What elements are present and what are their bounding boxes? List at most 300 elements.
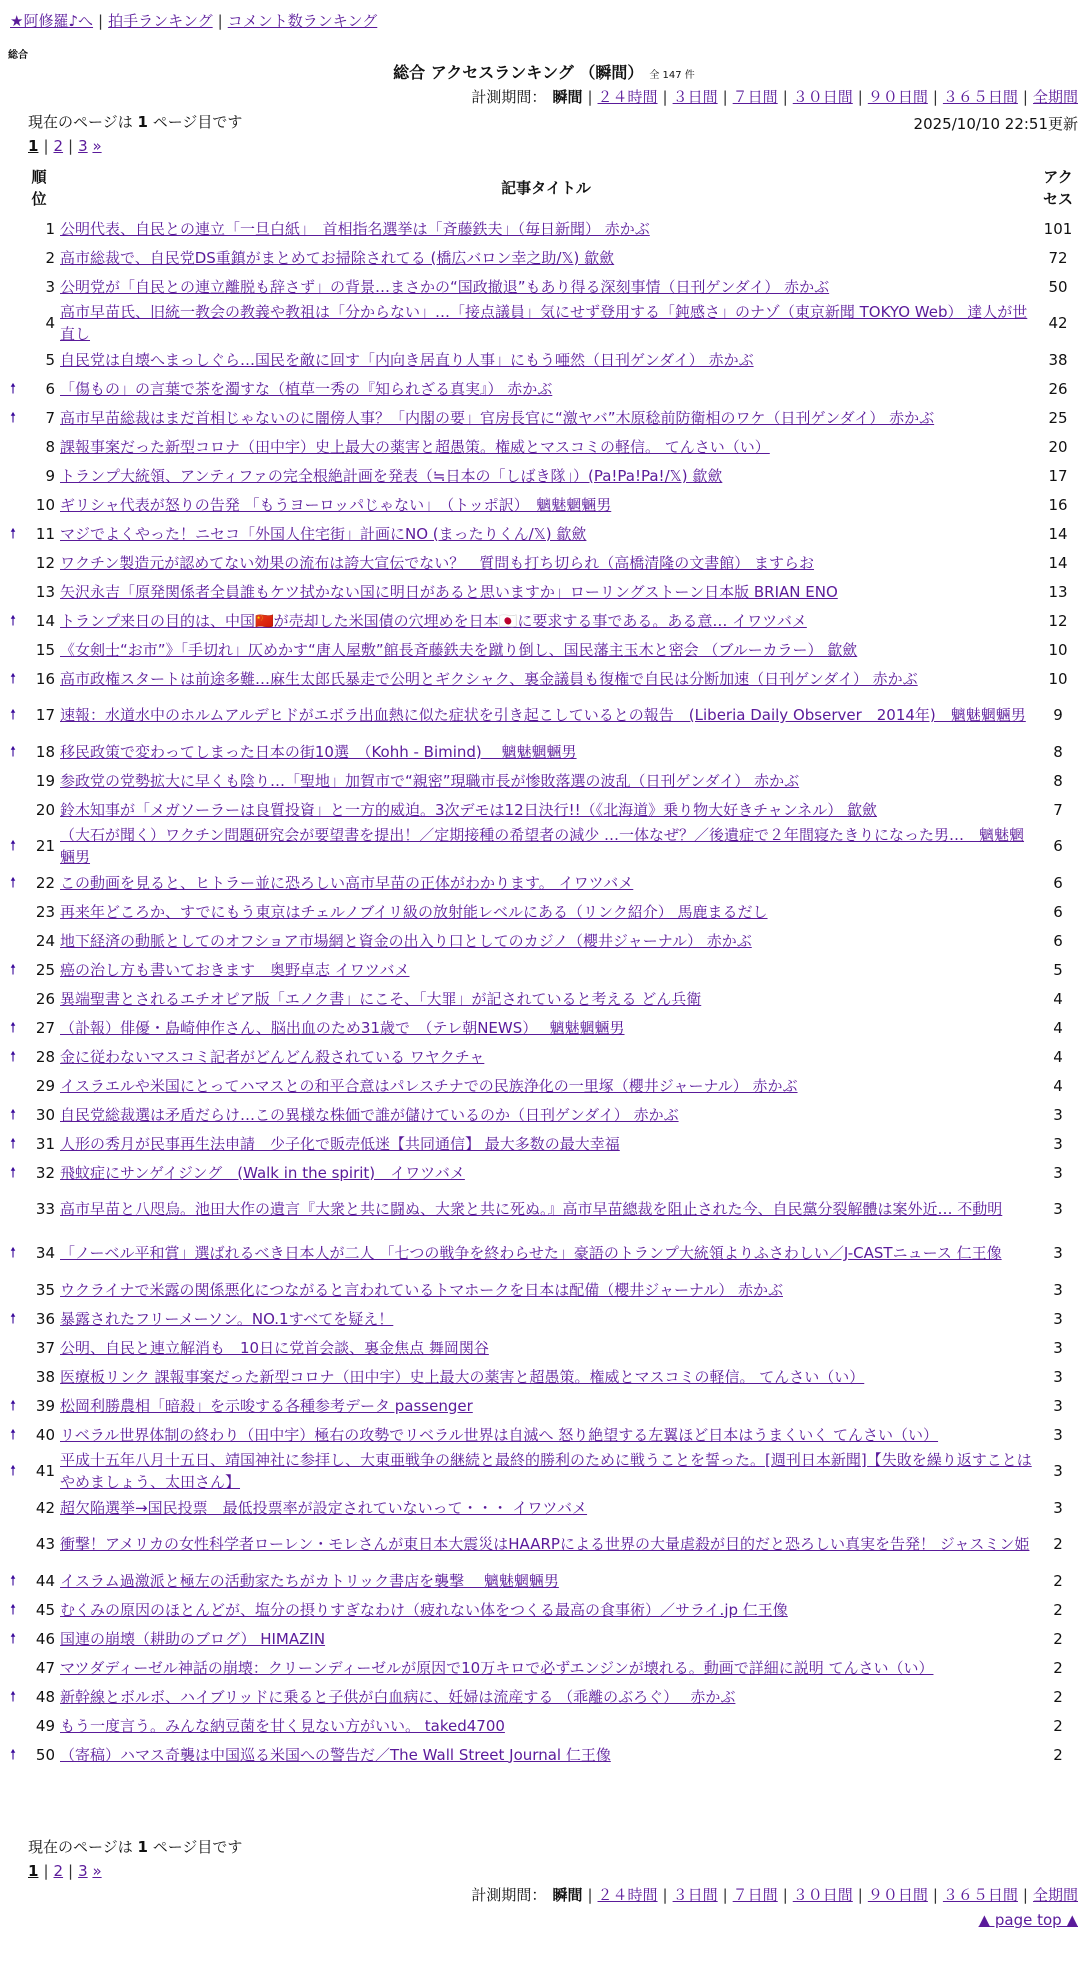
title-cell (58, 1333, 1034, 1362)
access-count: 7 (1053, 800, 1063, 819)
table-row (6, 345, 1082, 374)
access-count: 13 (1048, 582, 1068, 601)
rank-change-cell (6, 214, 20, 243)
access-count: 14 (1048, 553, 1068, 572)
separator: | (68, 137, 74, 155)
access-count: 8 (1053, 771, 1063, 790)
table-row (6, 1100, 1082, 1129)
rank-change-cell (6, 1420, 20, 1449)
rank-change-cell (6, 1566, 20, 1595)
title-cell (58, 766, 1034, 795)
access-count: 2 (1053, 1571, 1063, 1590)
article-link[interactable]: 新幹線とボルボ、ハイブリッドに乗ると子供が白血病に、妊婦は流産する （乖離のぶろぐ） 赤かぶ (60, 1687, 736, 1706)
period-link[interactable]: ３日間 (672, 1886, 718, 1904)
access-count: 10 (1048, 669, 1068, 688)
page-info-number: 1 (137, 113, 148, 131)
article-link[interactable]: 地下経済の動脈としてのオフショア市場網と資金の出入り口としてのカジノ（櫻井ジャーナル） 赤かぶ (60, 931, 752, 950)
period-link[interactable]: ３６５日間 (942, 88, 1018, 106)
article-link[interactable]: 公明党が「自民との連立離脱も辞さず」の背景…まさかの“国政撤退”もあり得る深刻事情（日刊ゲンダイ） 赤かぶ (60, 277, 830, 296)
page-top-link[interactable]: ▲ page top ▲ (978, 1911, 1078, 1929)
rank-number: 23 (35, 902, 55, 921)
access-count: 101 (1043, 219, 1073, 238)
rank-number: 27 (35, 1018, 55, 1037)
period-link[interactable]: ９０日間 (867, 1886, 928, 1904)
title-cell (58, 1566, 1034, 1595)
top-nav (10, 9, 377, 33)
article-link[interactable]: 「傷もの」の言葉で茶を濁すな（植草一秀の『知られざる真実』） 赤かぶ (60, 379, 553, 398)
article-link[interactable]: 飛蚊症にサンゲイジング (Walk in the spirit) イワツバメ (60, 1163, 465, 1182)
title-cell (58, 1275, 1034, 1304)
rank-number: 20 (35, 800, 55, 819)
rank-number: 37 (35, 1338, 55, 1357)
article-link[interactable]: 自民党は自壊へまっしぐら…国民を敵に回す「内向き居直り人事」にもう唖然（日刊ゲンダイ） 赤かぶ (60, 350, 754, 369)
access-count: 3 (1053, 1105, 1063, 1124)
page-info-prefix: 現在のページは (28, 1838, 133, 1856)
article-link[interactable]: マジでよくやった！ニセコ「外国人住宅街」計画にNO (まったりくん/𝕏) 歙歛 (60, 524, 587, 543)
rank-change-cell (6, 606, 20, 635)
rank-number: 47 (35, 1658, 55, 1677)
up-arrow-icon: 🠕 (9, 1245, 16, 1261)
title-cell (58, 1129, 1034, 1158)
article-link[interactable]: 衝撃！アメリカの女性科学者ローレン・モレさんが東日本大震災はHAARPによる世界の大量虐殺が目的だと恐ろしい真実を告発！ ジャスミン姫 (60, 1535, 1030, 1553)
period-active: 瞬間 (552, 1886, 583, 1904)
period-link[interactable]: ３０日間 (792, 1886, 853, 1904)
separator: | (43, 137, 49, 155)
separator: | (857, 1886, 863, 1904)
rank-change-cell (6, 1522, 20, 1566)
article-link[interactable]: 平成十五年八月十五日、靖国神社に参拝し、大東亜戦争の継続と最終的勝利のために戦うことを誓った。[週刊日本新聞]【失敗を繰り返すことはやめましょう、太田さん】 (60, 1451, 1032, 1491)
period-link[interactable]: ２４時間 (597, 88, 658, 106)
title-cell (58, 926, 1034, 955)
table-row (6, 1129, 1082, 1158)
rank-number: 35 (35, 1280, 55, 1299)
access-count: 5 (1053, 960, 1063, 979)
table-row (6, 1522, 1082, 1566)
rank-column-header (20, 162, 58, 214)
rank-number: 36 (35, 1309, 55, 1328)
separator: | (1022, 1886, 1028, 1904)
article-link[interactable]: 速報：水道水中のホルムアルデヒドがエボラ出血熱に似た症状を引き起こしているとの報告 (Liberia Daily Observer 2014年) 魑魅魍魎男 (60, 706, 1026, 724)
separator: | (587, 1886, 593, 1904)
title-cell (58, 1682, 1034, 1711)
table-row (6, 635, 1082, 664)
rank-number: 34 (35, 1244, 55, 1262)
rank-change-cell (6, 1042, 20, 1071)
rank-number: 42 (35, 1498, 55, 1517)
separator: | (722, 88, 728, 106)
table-row (6, 1013, 1082, 1042)
article-link[interactable]: リベラル世界体制の終わり（田中宇）極右の攻勢でリベラル世界は自滅へ 怒り絶望する左翼ほど日本はうまくいく てんさい（い） (60, 1425, 939, 1444)
article-link[interactable]: 暴露されたフリーメーソン。NO.1すべてを疑え！ (60, 1309, 394, 1328)
period-link[interactable]: ２４時間 (597, 1886, 658, 1904)
up-arrow-icon: 🠕 (9, 838, 16, 854)
table-row (6, 1275, 1082, 1304)
article-link[interactable]: 人形の秀月が民事再生法申請 少子化で販売低迷【共同通信】 最大多数の最大幸福 (60, 1134, 620, 1153)
article-link[interactable]: ギリシャ代表が怒りの告発 「もうヨーロッパじゃない」 （トッポ訳） 魑魅魍魎男 (60, 495, 612, 514)
title-cell (58, 606, 1034, 635)
access-count: 8 (1053, 742, 1063, 761)
table-row (6, 795, 1082, 824)
rank-number: 32 (35, 1163, 55, 1182)
article-link[interactable]: 矢沢永吉「原発関係者全員誰もケツ拭かない国に明日があると思いますか」ローリングストーン日本版 BRIAN ENO (60, 582, 838, 601)
access-count: 12 (1048, 611, 1068, 630)
rank-change-cell (6, 693, 20, 737)
rank-number: 13 (35, 582, 55, 601)
up-arrow-icon: 🠕 (9, 1630, 16, 1647)
pager-link[interactable]: 3 (78, 1862, 88, 1880)
article-link[interactable]: 鈴木知事が「メガソーラーは良質投資」と一方的威迫。3次デモは12日決行!!（《北海道》乗り物大好きチャンネル） 歙歛 (60, 800, 878, 819)
article-link[interactable]: 高市早苗氏、旧統一教会の教義や教祖は「分からない」…「接点議員」気にせず登用する「鈍感さ」のナゾ（東京新聞 TOKYO Web） 達人が世直し (60, 303, 1028, 343)
up-arrow-icon: 🠕 (9, 1106, 16, 1123)
rank-change-cell (6, 1740, 20, 1769)
up-arrow-icon: 🠕 (9, 1688, 16, 1705)
access-count: 9 (1053, 706, 1063, 724)
article-link[interactable]: 異端聖書とされるエチオピア版「エノク書」にこそ、「大罪」が記されていると考える どん兵衛 (60, 989, 702, 1008)
article-link[interactable]: 再来年どころか、すでにもう東京はチェルノブイリ級の放射能レベルにある（リンク紹介） 馬鹿まるだし (60, 902, 768, 921)
article-link[interactable]: マツダディーゼル神話の崩壊：クリーンディーゼルが原因で10万キロで必ずエンジンが壊れる。動画で詳細に説明 てんさい（い） (60, 1658, 934, 1677)
access-count: 25 (1048, 408, 1068, 427)
access-count: 4 (1053, 1047, 1063, 1066)
access-count: 2 (1053, 1658, 1063, 1677)
pager-link[interactable]: 2 (53, 137, 64, 155)
up-arrow-icon: 🠕 (9, 1135, 16, 1152)
separator: | (932, 88, 938, 106)
access-count: 3 (1053, 1280, 1063, 1299)
rank-number: 25 (35, 960, 55, 979)
article-link[interactable]: 移民政策で変わってしまった日本の街10選 （Kohh - Bimind) 魑魅魍魎男 (60, 742, 577, 761)
rank-number: 16 (35, 669, 55, 688)
table-row (6, 1158, 1082, 1187)
period-link[interactable]: ７日間 (732, 1886, 778, 1904)
page-title: 総合 アクセスランキング （瞬間） (393, 63, 644, 82)
article-link[interactable]: この動画を見ると、ヒトラー並に恐ろしい高市早苗の正体がわかります。 イワツバメ (60, 873, 634, 892)
article-link[interactable]: 高市総裁で、自民党DS重鎮がまとめてお掃除されてる (橋広バロン幸之助/𝕏) 歙歛 (60, 248, 615, 267)
rank-number: 22 (35, 873, 55, 892)
separator: | (68, 1862, 74, 1880)
rank-number: 3 (45, 277, 55, 296)
rank-change-cell (6, 1333, 20, 1362)
article-link[interactable]: 参政党の党勢拡大に早くも陰り…「聖地」加賀市で“親密”現職市長が惨敗落選の波乱（日刊ゲンダイ） 赤かぶ (60, 771, 800, 790)
table-row (6, 897, 1082, 926)
rank-change-cell (6, 737, 20, 766)
rank-change-cell (6, 1595, 20, 1624)
table-row (6, 1624, 1082, 1653)
article-link[interactable]: もう一度言う。みんな納豆菌を甘く見ない方がいい。 taked4700 (60, 1716, 505, 1735)
article-link[interactable]: 課報事案だった新型コロナ（田中宇）史上最大の薬害と超愚策。権威とマスコミの軽信。 てんさい（い） (60, 437, 770, 456)
access-count: 3 (1053, 1244, 1063, 1262)
rank-change-cell (6, 766, 20, 795)
table-row (6, 1740, 1082, 1769)
title-cell (58, 664, 1034, 693)
article-link[interactable]: 超欠陥選挙→国民投票 最低投票率が設定されていないって・・・ イワツバメ (60, 1498, 588, 1517)
title-cell (58, 635, 1034, 664)
page-info-top (28, 111, 242, 133)
article-link[interactable]: 公明代表、自民との連立「一旦白紙」 首相指名選挙は「斉藤鉄夫」（毎日新聞） 赤かぶ (60, 219, 650, 238)
period-link[interactable]: ９０日間 (867, 88, 928, 106)
article-link[interactable]: （寄稿）ハマス奇襲は中国巡る米国への警告だ／The Wall Street Journal 仁王像 (60, 1745, 611, 1764)
article-link[interactable]: 高市早苗総裁はまだ首相じゃないのに闇傍人事？「内閣の要」官房長官に“激ヤバ”木原稔前防衛相のワケ（日刊ゲンダイ） 赤かぶ (60, 408, 935, 427)
article-link[interactable]: 《女剣士“お市”》「手切れ」仄めかす“唐人屋敷”館長斉藤鉄夫を蹴り倒し、国民藩主玉木と密会 （ブルーカラー） 歙歛 (60, 640, 858, 659)
rank-number: 4 (45, 314, 55, 332)
rank-number: 41 (35, 1462, 55, 1480)
ranking-body (6, 214, 1082, 1769)
period-link[interactable]: ３日間 (672, 88, 718, 106)
rank-change-cell (6, 243, 20, 272)
up-arrow-icon: 🠕 (9, 961, 16, 978)
table-row (6, 519, 1082, 548)
table-row (6, 1595, 1082, 1624)
title-cell (58, 490, 1034, 519)
access-count: 72 (1048, 248, 1068, 267)
pager-next-link[interactable]: » (92, 1862, 102, 1880)
article-link[interactable]: イスラエルや米国にとってハマスとの和平合意はパレスチナでの民族浄化の一里塚（櫻井ジャーナル） 赤かぶ (60, 1076, 798, 1095)
title-cell (58, 461, 1034, 490)
period-link[interactable]: ３６５日間 (942, 1886, 1018, 1904)
access-count: 3 (1053, 1338, 1063, 1357)
up-arrow-icon: 🠕 (9, 1426, 16, 1443)
rank-change-cell (6, 1493, 20, 1522)
access-count: 16 (1048, 495, 1068, 514)
title-cell (58, 824, 1034, 868)
rank-change-cell (6, 1071, 20, 1100)
up-arrow-icon: 🠕 (9, 1019, 16, 1036)
rank-change-cell (6, 1100, 20, 1129)
rank-number: 50 (35, 1745, 55, 1764)
rank-change-cell (6, 1275, 20, 1304)
access-count: 6 (1053, 873, 1063, 892)
rank-change-cell (6, 868, 20, 897)
pager-current: 1 (28, 137, 39, 155)
rank-change-cell (6, 926, 20, 955)
access-count: 6 (1053, 902, 1063, 921)
title-cell (58, 403, 1034, 432)
rank-number: 2 (45, 248, 55, 267)
rank-number: 46 (35, 1629, 55, 1648)
period-link[interactable]: ３０日間 (792, 88, 853, 106)
access-count: 17 (1048, 466, 1068, 485)
title-cell (58, 1158, 1034, 1187)
access-count: 4 (1053, 989, 1063, 1008)
article-link[interactable]: 国連の崩壊（耕助のブログ） HIMAZIN (60, 1629, 326, 1648)
page-info-bottom (28, 1836, 242, 1858)
access-count: 3 (1053, 1309, 1063, 1328)
article-link[interactable]: 金に従わないマスコミ記者がどんどん殺されている ワヤクチャ (60, 1047, 485, 1066)
arrow-column-header (6, 162, 20, 214)
up-arrow-icon: 🠕 (9, 707, 16, 723)
article-link[interactable]: むくみの原因のほとんどが、塩分の摂りすぎなわけ（疲れない体をつくる最高の食事術）／サライ.jp 仁王像 (60, 1600, 788, 1619)
title-cell (58, 1231, 1034, 1275)
article-link[interactable]: 高市早苗と八咫烏。池田大作の遺言『大衆と共に闘ぬ、大衆と共に死ぬ。』高市早苗總裁を阻止された今、自民黨分裂解體は案外近… 不動明 (60, 1200, 1003, 1218)
period-active: 瞬間 (552, 88, 583, 106)
separator: | (662, 88, 668, 106)
rank-number: 1 (45, 219, 55, 238)
home-link[interactable]: ★阿修羅♪へ (10, 12, 94, 30)
rank-change-cell (6, 955, 20, 984)
up-arrow-icon: 🠕 (9, 525, 16, 542)
rank-change-cell (6, 403, 20, 432)
article-link[interactable]: 松岡利勝農相「暗殺」を示唆する各種参考データ passenger (60, 1396, 473, 1415)
table-row (6, 432, 1082, 461)
up-arrow-icon: 🠕 (9, 670, 16, 687)
period-link[interactable]: 全期間 (1032, 88, 1078, 106)
table-row (6, 868, 1082, 897)
rank-change-cell (6, 635, 20, 664)
rank-change-cell (6, 374, 20, 403)
up-arrow-icon: 🠕 (9, 1164, 16, 1181)
access-count: 2 (1053, 1535, 1063, 1553)
rank-change-cell (6, 1158, 20, 1187)
up-arrow-icon: 🠕 (9, 380, 16, 397)
separator: | (722, 1886, 728, 1904)
article-link[interactable]: 医療板リンク 課報事案だった新型コロナ（田中宇）史上最大の薬害と超愚策。権威とマスコミの軽信。 てんさい（い） (60, 1367, 865, 1386)
rank-number: 33 (35, 1200, 55, 1218)
period-label: 計測期間： (471, 1886, 547, 1904)
table-row (6, 1711, 1082, 1740)
title-cell (58, 1100, 1034, 1129)
table-row (6, 1493, 1082, 1522)
access-count: 42 (1048, 314, 1068, 332)
article-link[interactable]: （訃報）俳優・島崎伸作さん、脳出血のため31歳で （テレ朝NEWS） 魑魅魍魎男 (60, 1018, 625, 1037)
rank-change-cell (6, 897, 20, 926)
access-count: 2 (1053, 1600, 1063, 1619)
rank-change-cell (6, 272, 20, 301)
rank-number: 43 (35, 1535, 55, 1553)
article-link[interactable]: 公明、自民と連立解消も 10日に党首会談、裏金焦点 舞岡関谷 (60, 1338, 489, 1357)
pager-link[interactable]: 3 (78, 137, 88, 155)
applause-ranking-link[interactable]: 拍手ランキング (108, 12, 213, 30)
rank-change-cell (6, 1391, 20, 1420)
article-link[interactable]: 癌の治し方も書いておきます 奥野卓志 イワツバメ (60, 960, 410, 979)
rank-change-cell (6, 1013, 20, 1042)
title-cell (58, 693, 1034, 737)
separator: | (98, 12, 104, 30)
separator: | (782, 88, 788, 106)
title-cell (58, 1013, 1034, 1042)
rank-change-cell (6, 1362, 20, 1391)
table-row (6, 984, 1082, 1013)
page-title-row (0, 62, 1088, 87)
article-link[interactable]: 高市政権スタートは前途多難…麻生太郎氏暴走で公明とギクシャク、裏金議員も復権で自民は分断加速（日刊ゲンダイ） 赤かぶ (60, 669, 918, 688)
title-cell (58, 1595, 1034, 1624)
article-link[interactable]: 「ノーベル平和賞」選ばれるべき日本人が二人 「七つの戦争を終わらせた」豪語のトランプ大統領よりふさわしい／J-CASTニュース 仁王像 (60, 1244, 1002, 1262)
access-count: 2 (1053, 1687, 1063, 1706)
rank-number: 5 (45, 350, 55, 369)
access-count: 2 (1053, 1629, 1063, 1648)
table-row (6, 577, 1082, 606)
period-link[interactable]: ７日間 (732, 88, 778, 106)
rank-change-cell (6, 301, 20, 345)
table-row (6, 1420, 1082, 1449)
up-arrow-icon: 🠕 (9, 743, 16, 760)
access-column-header (1034, 162, 1082, 214)
up-arrow-icon: 🠕 (9, 1310, 16, 1327)
access-count: 3 (1053, 1163, 1063, 1182)
pager-next-link[interactable]: » (92, 137, 102, 155)
title-cell (58, 272, 1034, 301)
rank-number: 40 (35, 1425, 55, 1444)
access-count: 3 (1053, 1462, 1063, 1480)
article-link[interactable]: ウクライナで米露の関係悪化につながると言われているトマホークを日本は配備（櫻井ジャーナル） 赤かぶ (60, 1280, 783, 1299)
separator: | (587, 88, 593, 106)
table-row (6, 606, 1082, 635)
access-count: 26 (1048, 379, 1068, 398)
rank-number: 14 (35, 611, 55, 630)
access-count: 6 (1053, 837, 1063, 855)
comment-ranking-link[interactable]: コメント数ランキング (227, 12, 378, 30)
title-cell (58, 345, 1034, 374)
access-count: 3 (1053, 1200, 1063, 1218)
up-arrow-icon: 🠕 (9, 612, 16, 629)
title-cell (58, 1522, 1034, 1566)
pager-link[interactable]: 2 (53, 1862, 64, 1880)
table-row (6, 824, 1082, 868)
page-info-prefix: 現在のページは (28, 113, 133, 131)
rank-change-cell (6, 1653, 20, 1682)
title-cell (58, 374, 1034, 403)
page-info-suffix: ページ目です (152, 1838, 243, 1856)
rank-change-cell (6, 824, 20, 868)
access-count: 10 (1048, 640, 1068, 659)
table-row (6, 1449, 1082, 1493)
table-row (6, 461, 1082, 490)
access-count: 6 (1053, 931, 1063, 950)
pager-current: 1 (28, 1862, 39, 1880)
rank-change-cell (6, 984, 20, 1013)
rank-number: 38 (35, 1367, 55, 1386)
rank-number: 9 (45, 466, 55, 485)
rank-number: 21 (35, 837, 55, 855)
table-row (6, 214, 1082, 243)
article-link[interactable]: トランプ来日の目的は、中国🇨🇳が売却した米国債の穴埋めを日本🇯🇵に要求する事である。ある意… イワツバメ (60, 611, 807, 630)
rank-change-cell (6, 1682, 20, 1711)
title-cell (58, 737, 1034, 766)
table-row (6, 693, 1082, 737)
rank-number: 28 (35, 1047, 55, 1066)
table-row (6, 1653, 1082, 1682)
rank-number: 31 (35, 1134, 55, 1153)
table-row (6, 301, 1082, 345)
separator: | (1022, 88, 1028, 106)
article-link[interactable]: トランプ大統領、アンティファの完全根絶計画を発表（≒日本の「しばき隊」）(Pa!Pa!Pa!/𝕏) 歙歛 (60, 466, 723, 485)
table-row (6, 403, 1082, 432)
title-cell (58, 432, 1034, 461)
title-cell (58, 897, 1034, 926)
rank-number: 17 (35, 706, 55, 724)
article-link[interactable]: （大石が聞く）ワクチン問題研究会が要望書を提出！／定期接種の希望者の減少 …一体なぜ？／後遺症で２年間寝たきりになった男… 魑魅魍魎男 (60, 826, 1025, 866)
access-count: 14 (1048, 524, 1068, 543)
article-link[interactable]: 自民党総裁選は矛盾だらけ…この異様な株価で誰が儲けているのか（日刊ゲンダイ） 赤かぶ (60, 1105, 679, 1124)
separator: | (857, 88, 863, 106)
title-cell (58, 1420, 1034, 1449)
article-link[interactable]: イスラム過激派と極左の活動家たちがカトリック書店を襲撃 魑魅魍魎男 (60, 1571, 559, 1590)
rank-change-cell (6, 1304, 20, 1333)
rank-change-cell (6, 577, 20, 606)
rank-change-cell (6, 1187, 20, 1231)
rank-change-cell (6, 664, 20, 693)
up-arrow-icon: 🠕 (9, 1048, 16, 1065)
access-header-label: アクセス (1042, 168, 1073, 208)
title-column-header: 記事タイトル (501, 179, 591, 197)
table-row (6, 1566, 1082, 1595)
period-nav-top (471, 86, 1078, 108)
rank-change-cell (6, 548, 20, 577)
table-row (6, 243, 1082, 272)
rank-change-cell (6, 1129, 20, 1158)
article-link[interactable]: ワクチン製造元が認めてない効果の流布は誇大宣伝でない？ 質問も打ち切られ（高橋清隆の文書館） ますらお (60, 553, 815, 572)
title-cell (58, 548, 1034, 577)
period-link[interactable]: 全期間 (1032, 1886, 1078, 1904)
rank-header-label: 順位 (31, 168, 47, 208)
